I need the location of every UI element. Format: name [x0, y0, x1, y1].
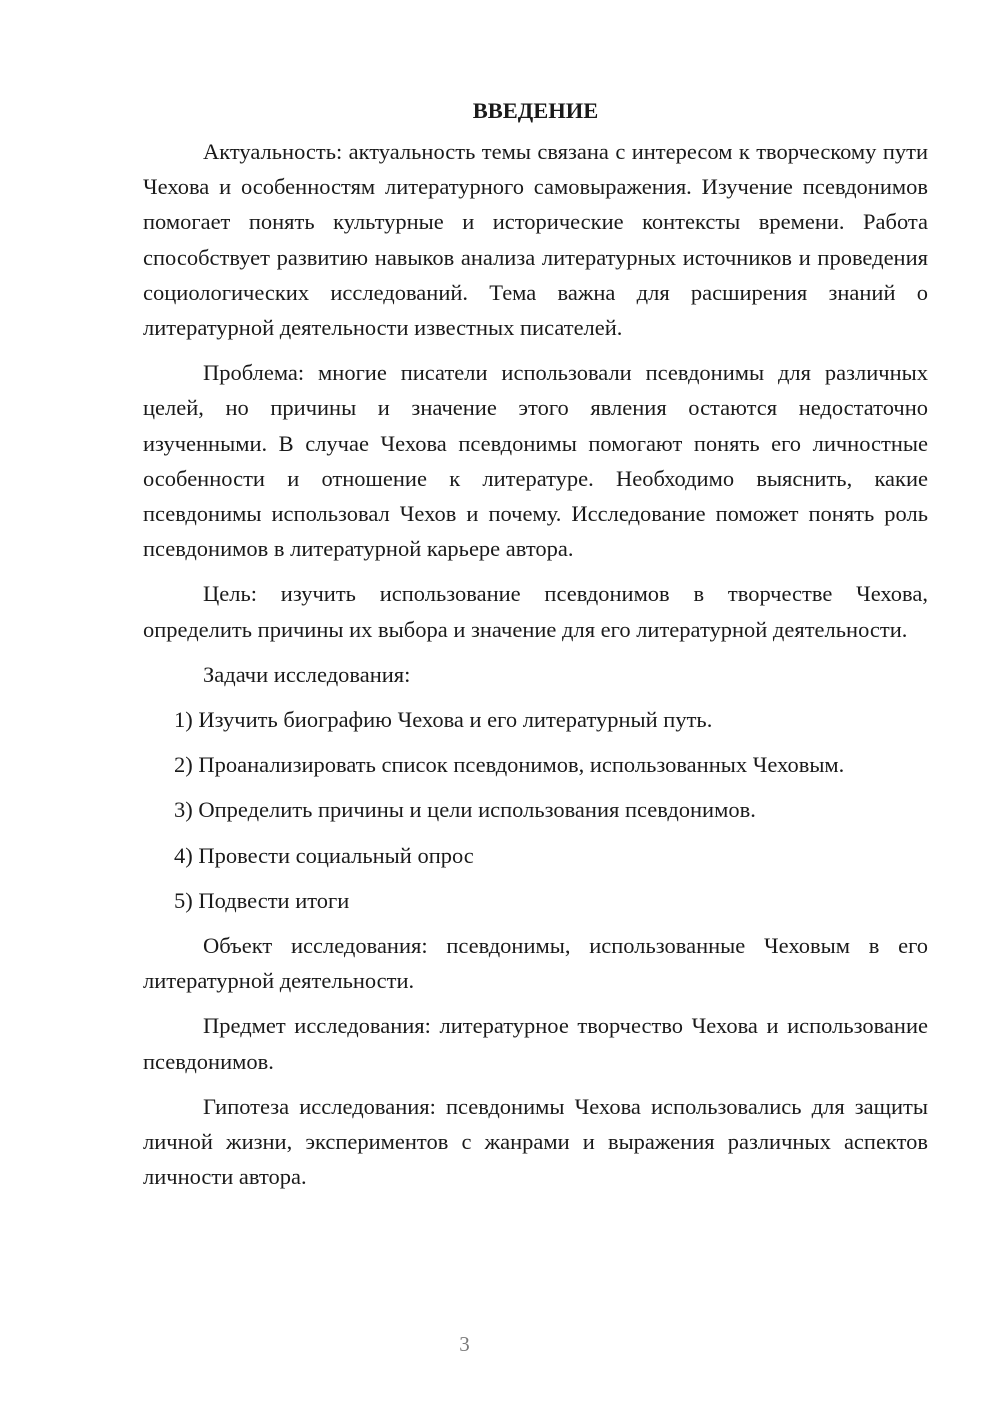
relevance-paragraph: Актуальность: актуальность темы связана с интересом к творческому пути Чехова и особенностям литературного самовыражения. Изучение псевдонимов помогает понять культурные и исторические контексты времени. Работа способствует развитию навыков анализа литературных источников и проведения социологических исследований. Тема важна для расширения знаний о литературной деятельности известных писателей.: [143, 139, 928, 341]
hypothesis-paragraph: Гипотеза исследования: псевдонимы Чехова использовались для защиты личной жизни, экспериментов с жанрами и выражения различных аспектов личности автора.: [143, 1093, 928, 1190]
task-item: 4) Провести социальный опрос: [174, 842, 474, 868]
tasks-list: [143, 702, 928, 918]
problem-paragraph: Проблема: многие писатели использовали псевдонимы для различных целей, но причины и значение этого явления остаются недостаточно изученными. В случае Чехова псевдонимы помогают понять его личностные особенности и отношение к литературе. Необходимо выяснить, какие псевдонимы использовал Чехов и почему. Исследование поможет понять роль псевдонимов в литературной карьере автора.: [143, 360, 928, 562]
page-title: ВВЕДЕНИЕ: [472, 98, 599, 123]
page-number: 3: [459, 1332, 470, 1356]
object-paragraph: Объект исследования: псевдонимы, использованные Чеховым в его литературной деятельности.: [143, 933, 928, 994]
task-item: 5) Подвести итоги: [174, 887, 350, 913]
task-item: 2) Проанализировать список псевдонимов, использованных Чеховым.: [174, 752, 845, 778]
goal-paragraph: Цель: изучить использование псевдонимов в творчестве Чехова, определить причины их выбора и значение для его литературной деятельности.: [143, 581, 928, 642]
task-item: 3) Определить причины и цели использования псевдонимов.: [174, 797, 756, 823]
tasks-heading: Задачи исследования:: [203, 661, 411, 687]
subject-paragraph: Предмет исследования: литературное творчество Чехова и использование псевдонимов.: [143, 1013, 928, 1074]
document-page: [143, 95, 928, 1204]
task-item: 1) Изучить биографию Чехова и его литературный путь.: [174, 707, 713, 733]
